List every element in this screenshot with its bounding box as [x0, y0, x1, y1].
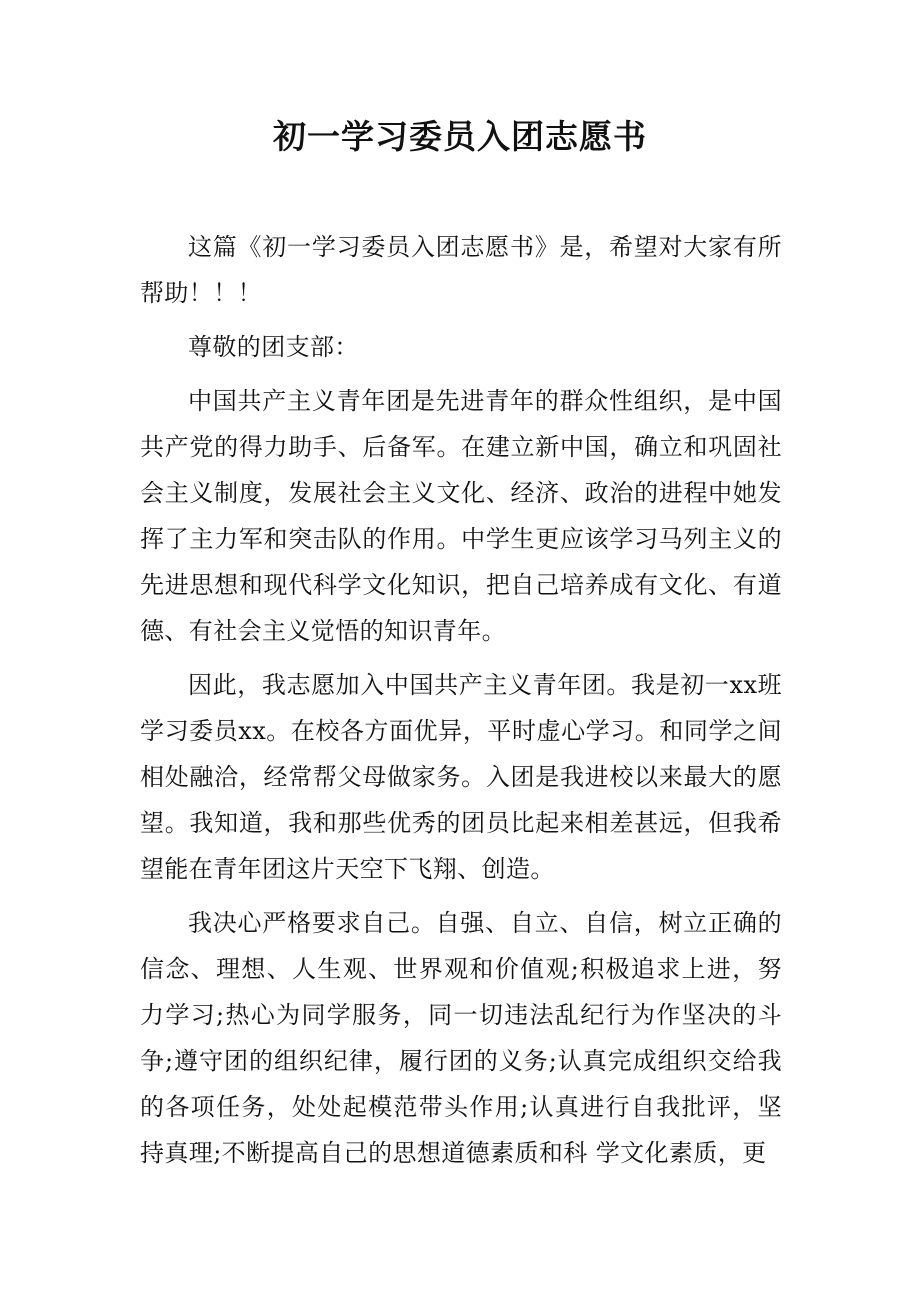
body-paragraph: 我决心严格要求自己。自强、自立、自信，树立正确的信念、理想、人生观、世界观和价值观;积极追求上进，努力学习;热心为同学服务，同一切违法乱纪行为作坚决的斗争;遵守团的组织纪律，履行团的义务;认真完成组织交给我的各项任务，处处起模范带头作用;认真进行自我批评，坚持真理;不断提高自己的思想道德素质和科 学文化素质，更 — [140, 909, 782, 1167]
body-paragraph: 因此，我志愿加入中国共产主义青年团。我是初一xx班学习委员xx。在校各方面优异，平时虚心学习。和同学之间相处融洽，经常帮父母做家务。入团是我进校以来最大的愿望。我知道，我和那些优秀的团员比起来相差甚远，但我希望能在青年团这片天空下飞翔、创造。 — [140, 671, 782, 883]
document-title: 初一学习委员入团志愿书 — [273, 117, 647, 156]
body-paragraph: 中国共产主义青年团是先进青年的群众性组织，是中国共产党的得力助手、后备军。在建立新中国，确立和巩固社会主义制度，发展社会主义文化、经济、政治的进程中她发挥了主力军和突击队的作用。中学生更应该学习马列主义的先进思想和现代科学文化知识，把自己培养成有文化、有道德、有社会主义觉悟的知识青年。 — [140, 387, 782, 645]
intro-paragraph: 这篇《初一学习委员入团志愿书》是，希望对大家有所帮助！！！ — [140, 233, 782, 307]
salutation: 尊敬的团支部： — [188, 333, 359, 361]
document-body — [140, 224, 782, 1184]
